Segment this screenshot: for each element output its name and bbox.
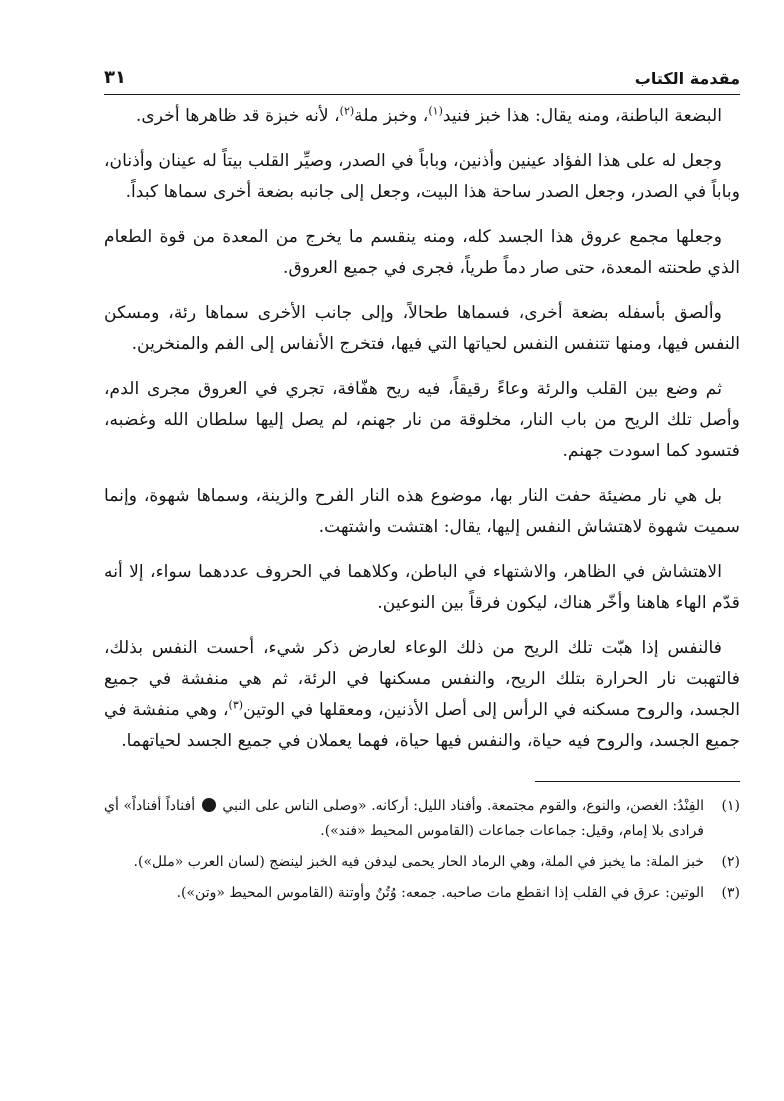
main-text xyxy=(104,101,740,757)
footnote-text: الوتين: عرق في القلب إذا انقطع مات صاحبه. جمعه: وُتُنٌ وأوتنة (القاموس المحيط «وتن»). xyxy=(176,885,704,901)
footnote-text: خبز الملة: ما يخبز في الملة، وهي الرماد الحار يحمى ليدفن فيه الخبز لينضج (لسان العرب «ملل»). xyxy=(133,854,704,870)
paragraph-text: ، وخبز ملة xyxy=(354,106,429,126)
paragraph-6: بل هي نار مضيئة حفت النار بها، موضوع هذه النار الفرح والزينة، وسماها شهوة، وإنما سميت شهوة لاهتشاش النفس إليها، يقال: اهتشت واشتهت. xyxy=(104,486,740,537)
paragraph-4: وألصق بأسفله بضعة أخرى، فسماها طحالاً، وإلى جانب الأخرى سماها رئة، ومسكن النفس فيها، ومنها تتنفس النفس لحياتها التي فيها، فتخرج الأنفاس إلى الفم والمنخرين. xyxy=(104,303,740,354)
salutation-icon xyxy=(202,798,216,812)
footnote-divider xyxy=(535,781,740,782)
paragraph-5: ثم وضع بين القلب والرئة وعاءً رقيقاً، فيه ريح هفّافة، تجري في العروق مجرى الدم، وأصل تلك الريح من باب النار، مخلوقة من نار جهنم، لم يصل إليها سلطان الله وغضبه، فتسود كما اسودت جهنم. xyxy=(104,379,740,461)
footnote-ref-2[interactable]: (٢) xyxy=(339,104,355,118)
footnote-ref-1[interactable]: (١) xyxy=(428,104,443,118)
paragraph-1 xyxy=(104,101,740,132)
footnote-number: (٢) xyxy=(721,854,740,870)
paragraph-3: وجعلها مجمع عروق هذا الجسد كله، ومنه ينقسم ما يخرج من المعدة من قوة الطعام الذي طحنته المعدة، حتى صار دماً طرياً، فجرى في جميع العروق. xyxy=(104,227,740,278)
footnote-3 xyxy=(104,881,740,906)
footnote-text-part: الفِنْدُ: الغصن، والنوع، والقوم مجتمعة. وأفناد الليل: أركانه. «وصلى الناس على النبي xyxy=(222,798,705,814)
footnote-text-part: أفناداً أفناداً» أي فرادى بلا إمام، وقيل: جماعات جماعات (القاموس المحيط «فند»). xyxy=(104,798,704,839)
book-page xyxy=(104,64,740,912)
page-number: ٣١ xyxy=(104,67,126,88)
paragraph-2: وجعل له على هذا الفؤاد عينين وأذنين، وباباً في الصدر، وصيِّر القلب بيتاً له عينان وأذنان، وباباً في الصدر، وجعل الصدر ساحة هذا البيت، وجعل إلى جانبه بضعة أخرى سماها كبداً. xyxy=(104,151,740,202)
footnote-number: (٣) xyxy=(721,885,740,901)
footnote-ref-3[interactable]: (٣) xyxy=(228,698,244,712)
paragraph-7: الاهتشاش في الظاهر، والاشتهاء في الباطن، وكلاهما في الحروف عددهما سواء، إلا أنه قدّم الهاء هاهنا وأخّر هناك، ليكون فرقاً بين النوعين. xyxy=(104,562,740,613)
running-head xyxy=(104,64,740,95)
footnote-text xyxy=(104,794,704,844)
footnote-1 xyxy=(104,794,740,844)
footnote-2 xyxy=(104,850,740,875)
paragraph-text: فالنفس إذا هبّت تلك الريح من ذلك الوعاء لعارض ذكر شيء، أحست النفس بذلك، فالتهبت نار الحرارة بتلك الريح، والنفس مسكنها في الرئة، ثم هي منفشة في جميع الجسد، والروح مسكنه في الرأس إلى أصل الأذنين، ومعقلها في الوتين xyxy=(104,638,740,720)
footnote-number: (١) xyxy=(721,798,740,814)
paragraph-text: ، وهي منفشة في جميع الجسد، والروح فيه حياة، والنفس فيها حياة، فهما يعملان في جميع الجسد لحياتهما. xyxy=(104,700,740,751)
paragraph-text: ، لأنه خبزة قد ظاهرها أخرى. xyxy=(135,106,340,126)
chapter-title: مقدمة الكتاب xyxy=(634,69,740,88)
paragraph-8 xyxy=(104,633,740,757)
footnotes xyxy=(104,794,740,906)
paragraph-text: البضعة الباطنة، ومنه يقال: هذا خبز فنيد xyxy=(442,106,722,126)
